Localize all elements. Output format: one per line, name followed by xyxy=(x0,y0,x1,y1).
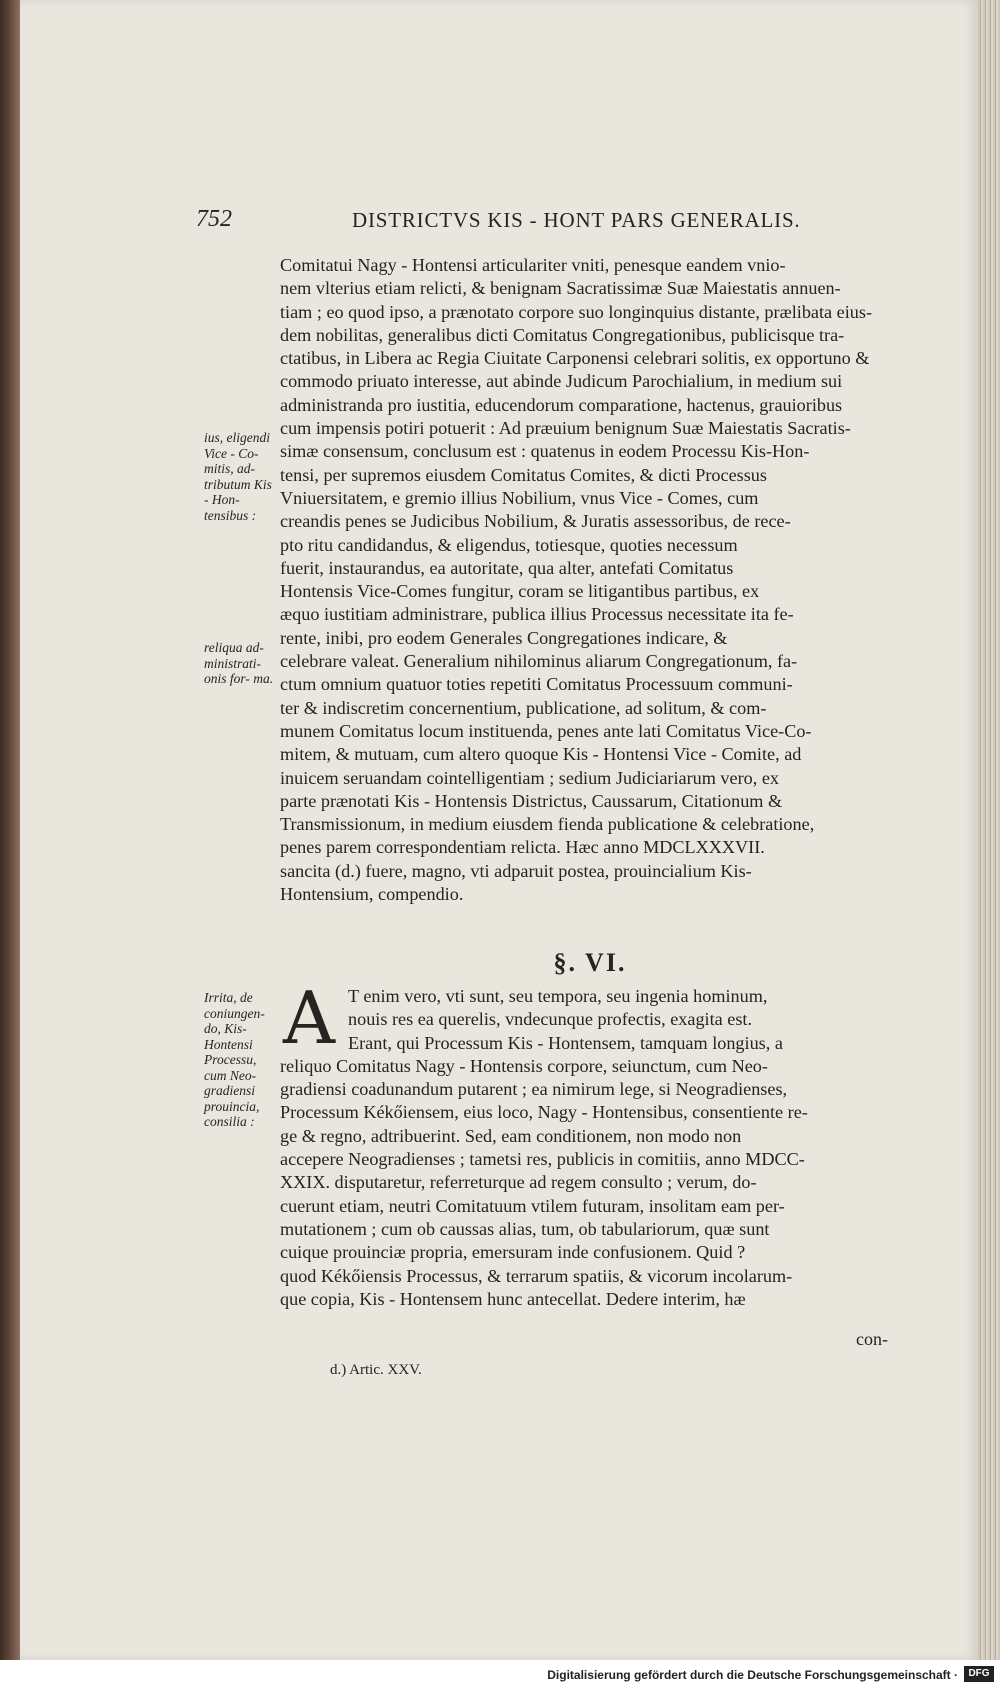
text-line: Hontensis Vice-Comes fungitur, coram se litigantibus partibus, ex xyxy=(280,581,760,602)
text-line: XXIX. disputaretur, referreturque ad regem consulto ; verum, do- xyxy=(280,1172,757,1193)
text-line: Erant, qui Processum Kis - Hontensem, tamquam longius, a xyxy=(348,1032,783,1053)
section-heading: §. VI. xyxy=(553,948,627,977)
page-edges xyxy=(978,0,1000,1660)
book-spine xyxy=(0,0,20,1660)
text-line: quod Kékőiensis Processus, & terrarum spatiis, & vicorum incolarum- xyxy=(280,1265,793,1286)
text-line: simæ consensum, conclusum est : quatenus in eodem Processu Kis-Hon- xyxy=(280,441,810,462)
text-line: inuicem seruandam cointelligentiam ; sedium Judiciariarum vero, ex xyxy=(280,767,779,788)
text-line: ctatibus, in Libera ac Regia Ciuitate Carponensi celebrari solitis, ex opportuno & xyxy=(280,348,870,369)
text-line: rente, inibi, pro eodem Generales Congregationes indicare, & xyxy=(280,627,728,648)
text-line: cuerunt etiam, neutri Comitatuum vtilem futuram, insolitam eam per- xyxy=(280,1195,785,1216)
text-line: accepere Neogradienses ; tametsi res, publicis in comitiis, anno MDCC- xyxy=(280,1149,805,1170)
page-header xyxy=(196,206,824,240)
text-line: penes parem correspondentiam relicta. Hæc anno MDCLXXXVII. xyxy=(280,837,765,858)
text-line: que copia, Kis - Hontensem hunc antecellat. Dedere interim, hæ xyxy=(280,1288,746,1309)
text-line: Vniuersitatem, e gremio illius Nobilium, vnus Vice - Comes, cum xyxy=(280,487,759,508)
text-line: fuerit, instaurandus, ea autoritate, qua alter, antefati Comitatus xyxy=(280,557,734,578)
text-line: tiam ; eo quod ipso, a prænotato corpore suo longinquius distante, prælibata eius- xyxy=(280,301,873,322)
text-line: Comitatui Nagy - Hontensi articulariter vniti, penesque eandem vnio- xyxy=(280,255,786,275)
drop-cap: A xyxy=(283,976,335,1060)
text-line: pto ritu candidandus, & eligendus, totiesque, quoties necessum xyxy=(280,534,738,555)
text-line: gradiensi coadunandum putarent ; ea nimirum lege, si Neogradienses, xyxy=(280,1079,788,1100)
text-line: nouis res ea querelis, vndecunque profectis, exagita est. xyxy=(348,1009,753,1030)
text-line: T enim vero, vti sunt, seu tempora, seu ingenia hominum, xyxy=(348,986,768,1006)
running-head: DISTRICTVS KIS - HONT PARS GENERALIS. xyxy=(352,208,801,232)
text-line: ter & indiscretim concernentium, publicatione, ad solitum, & com- xyxy=(280,697,767,718)
text-line: æquo iustitiam administrare, publica illius Processus necessitate ita fe- xyxy=(280,604,794,625)
text-line: cuique prouinciæ propria, emersuram inde confusionem. Quid ? xyxy=(280,1242,746,1263)
dfg-logo-icon: DFG xyxy=(964,1666,994,1682)
text-line: dem nobilitas, generalibus dicti Comitatus Congregationibus, publicisque tra- xyxy=(280,324,845,345)
text-line: munem Comitatus locum instituenda, penes ante lati Comitatus Vice-Co- xyxy=(280,720,812,741)
text-line: reliquo Comitatus Nagy - Hontensis corpore, seiunctum, cum Neo- xyxy=(280,1055,768,1076)
text-line: mutationem ; cum ob caussas alias, tum, ob tabulariorum, quæ sunt xyxy=(280,1218,770,1239)
margin-note: Irrita, de coniungen- do, Kis- Hontensi Processu, cum Neo- gradiensi prouincia, consilia : xyxy=(204,990,265,1129)
footer-bar xyxy=(0,1660,1000,1694)
section-text-block xyxy=(280,985,890,1311)
text-line: tensi, per supremos eiusdem Comitatus Comites, & dicti Processus xyxy=(280,464,767,485)
text-line: commodo priuato interesse, aut abinde Judicum Parochialium, in medium sui xyxy=(280,371,843,392)
text-line: ctum omnium quatuor toties repetiti Comitatus Processuum communi- xyxy=(280,674,793,695)
footnote: d.) Artic. XXV. xyxy=(330,1362,422,1378)
text-line: ge & regno, adtribuerint. Sed, eam conditionem, non modo non xyxy=(280,1125,742,1146)
main-text-block xyxy=(280,254,890,906)
margin-note: reliqua ad- ministrati- onis for- ma. xyxy=(204,640,274,686)
text-line: Processum Kékőiensem, eius loco, Nagy - Hontensibus, consentiente re- xyxy=(280,1102,808,1123)
margin-note: ius, eligendi Vice - Co- mitis, ad- tributum Kis - Hon- tensibus : xyxy=(204,430,272,523)
text-line: parte prænotati Kis - Hontensis Districtus, Caussarum, Citationum & xyxy=(280,790,783,811)
text-line: cum impensis potiri potuerit : Ad præuium benignum Suæ Maiestatis Sacratis- xyxy=(280,418,851,439)
page-number: 752 xyxy=(196,206,232,232)
text-line: nem vlterius etiam relicti, & benignam Sacratissimæ Suæ Maiestatis annuen- xyxy=(280,278,841,299)
text-line: celebrare valeat. Generalium nihilominus aliarum Congregationum, fa- xyxy=(280,651,798,672)
text-line: sancita (d.) fuere, magno, vti adparuit postea, prouincialium Kis- xyxy=(280,860,752,881)
funding-credit: Digitalisierung gefördert durch die Deutsche Forschungsgemeinschaft · xyxy=(547,1668,958,1682)
catchword: con- xyxy=(856,1329,888,1349)
text-line: Hontensium, compendio. xyxy=(280,884,464,905)
text-line: Transmissionum, in medium eiusdem fienda publicatione & celebratione, xyxy=(280,814,815,835)
text-line: creandis penes se Judicibus Nobilium, & Juratis assessoribus, de rece- xyxy=(280,511,791,532)
text-line: administranda pro iustitia, educendorum comparatione, hactenus, grauioribus xyxy=(280,394,843,415)
text-line: mitem, & mutuam, cum altero quoque Kis - Hontensi Vice - Comite, ad xyxy=(280,744,802,765)
